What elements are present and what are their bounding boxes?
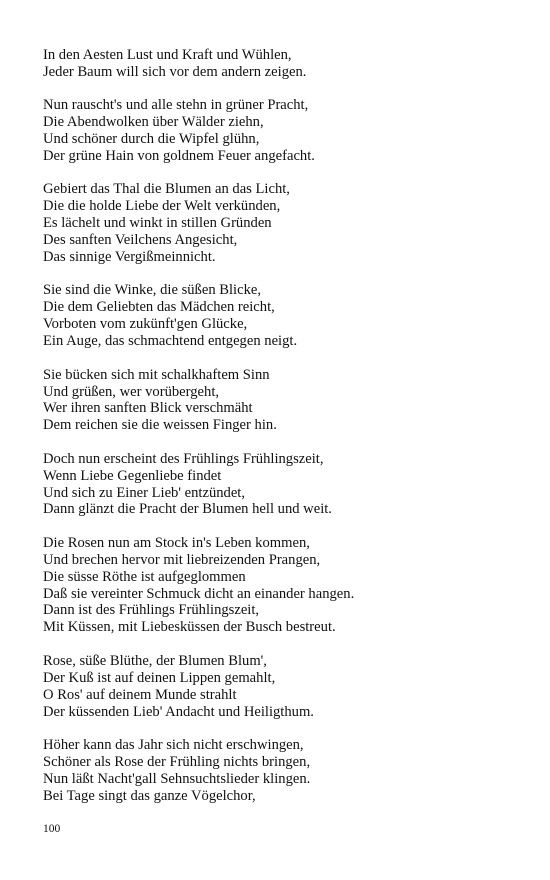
poem-line: Und brechen hervor mit liebreizenden Prangen, (43, 551, 321, 568)
poem-line: Nun rauscht's und alle stehn in grüner Pracht, (43, 97, 309, 114)
poem-line: Bei Tage singt das ganze Vögelchor, (43, 787, 256, 804)
poem-line: Der küssenden Lieb' Andacht und Heiligthum. (43, 703, 314, 720)
poem-line: Und schöner durch die Wipfel glühn, (43, 131, 260, 148)
poem-line: Die süsse Röthe ist aufgeglommen (43, 568, 246, 585)
poem-text (43, 47, 543, 805)
poem-line: Und sich zu Einer Lieb' entzündet, (43, 484, 246, 501)
poem-line: Daß sie vereinter Schmuck dicht an einander hangen. (43, 585, 355, 602)
poem-line: Die Rosen nun am Stock in's Leben kommen, (43, 534, 310, 551)
stanza (43, 367, 543, 435)
stanza (43, 451, 543, 519)
page-number: 100 (43, 823, 61, 835)
poem-line: Wenn Liebe Gegenliebe findet (43, 467, 222, 484)
stanza (43, 653, 543, 721)
poem-line: Sie bücken sich mit schalkhaftem Sinn (43, 366, 270, 383)
poem-line: Die dem Geliebten das Mädchen reicht, (43, 299, 275, 316)
poem-line: Wer ihren sanften Blick verschmäht (43, 400, 253, 417)
poem-line: Schöner als Rose der Frühling nichts bringen, (43, 753, 311, 770)
poem-line: Des sanften Veilchens Angesicht, (43, 232, 238, 249)
poem-line: Der Kuß ist auf deinen Lippen gemahlt, (43, 669, 276, 686)
poem-line: Höher kann das Jahr sich nicht erschwingen, (43, 736, 304, 753)
poem-line: Nun läßt Nacht'gall Sehnsuchtslieder klingen. (43, 770, 311, 787)
poem-line: Der grüne Hain von goldnem Feuer angefacht. (43, 148, 315, 165)
stanza (43, 282, 543, 350)
poem-page (43, 47, 543, 821)
stanza (43, 181, 543, 266)
poem-line: Sie sind die Winke, die süßen Blicke, (43, 282, 262, 299)
poem-line: Dann glänzt die Pracht der Blumen hell und weit. (43, 501, 332, 518)
poem-line: Jeder Baum will sich vor dem andern zeigen. (43, 63, 307, 80)
poem-line: Die die holde Liebe der Welt verkünden, (43, 198, 281, 215)
poem-line: Und grüßen, wer vorübergeht, (43, 383, 220, 400)
poem-line: Das sinnige Vergißmeinnicht. (43, 249, 216, 266)
stanza (43, 47, 543, 81)
poem-line: Dann ist des Frühlings Frühlingszeit, (43, 602, 260, 619)
poem-line: Mit Küssen, mit Liebesküssen der Busch bestreut. (43, 619, 336, 636)
poem-line: Es lächelt und winkt in stillen Gründen (43, 215, 272, 232)
stanza (43, 97, 543, 165)
stanza (43, 737, 543, 805)
poem-line: Rose, süße Blüthe, der Blumen Blum', (43, 652, 267, 669)
poem-line: Gebiert das Thal die Blumen an das Licht, (43, 181, 290, 198)
poem-line: Vorboten vom zukünft'gen Glücke, (43, 316, 248, 333)
poem-line: Die Abendwolken über Wälder ziehn, (43, 114, 264, 131)
poem-line: Doch nun erscheint des Frühlings Frühlingszeit, (43, 450, 324, 467)
poem-line: Dem reichen sie die weissen Finger hin. (43, 417, 277, 434)
poem-line: O Ros' auf deinem Munde strahlt (43, 686, 237, 703)
poem-line: Ein Auge, das schmachtend entgegen neigt. (43, 333, 298, 350)
stanza (43, 535, 543, 636)
poem-line: In den Aesten Lust und Kraft und Wühlen, (43, 47, 292, 63)
